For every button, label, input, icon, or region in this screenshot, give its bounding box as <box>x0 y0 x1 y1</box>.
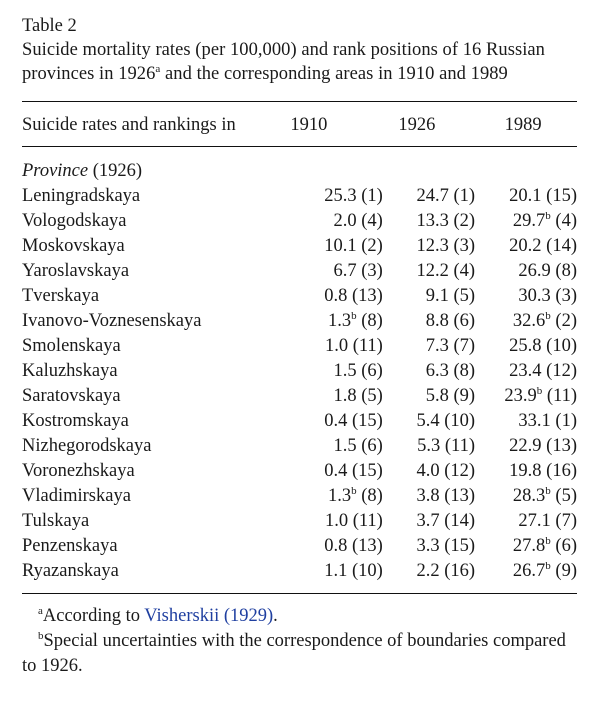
province-name-text: Tverskaya <box>22 286 100 306</box>
top-rule <box>22 101 577 102</box>
rate-1910 <box>275 434 383 459</box>
province-name-text: Voronezhskaya <box>22 461 135 481</box>
rate-1926 <box>383 334 475 359</box>
rate-1910-text: (6) <box>356 436 383 456</box>
rate-1926-text: 12.2 (4) <box>416 261 476 281</box>
rate-1910-text: 25.3 <box>324 186 357 206</box>
rate-1989 <box>475 259 577 284</box>
rate-1926 <box>383 484 475 509</box>
rate-1926 <box>383 184 475 209</box>
bottom-rule <box>22 593 577 594</box>
table-row <box>22 384 577 409</box>
province-year: (1926) <box>88 161 143 181</box>
rate-1926-text: 9.1 (5) <box>425 286 476 306</box>
rate-1910 <box>275 559 383 584</box>
rate-1926-text: 8.8 (6) <box>425 311 476 331</box>
footnote-marker-b: b <box>351 485 357 497</box>
rate-1910-text: (13) <box>347 536 383 556</box>
rate-1910 <box>275 409 383 434</box>
footnote-a-end: . <box>273 606 278 626</box>
rate-1910 <box>275 309 383 334</box>
rate-1910-text: (15) <box>347 461 383 481</box>
rate-1989-text: 19.8 <box>509 461 542 481</box>
column-header-1926: 1926 <box>398 115 436 135</box>
province-name-text: Vladimirskaya <box>22 486 131 506</box>
rate-1989-text: (14) <box>541 236 577 256</box>
column-header-label: Suicide rates and rankings in <box>22 115 236 135</box>
province-name <box>22 284 275 309</box>
column-header-row <box>22 115 577 135</box>
rate-1989-text: 27.8 <box>512 536 546 556</box>
rate-1989 <box>475 559 577 584</box>
rate-1989-text: (8) <box>550 261 577 281</box>
province-name <box>22 384 275 409</box>
rate-1926-text: 6.3 (8) <box>425 361 476 381</box>
footnote-marker-b: b <box>545 535 551 547</box>
province-name-text: Penzenskaya <box>22 536 118 556</box>
citation-link[interactable]: Visherskii (1929) <box>144 606 274 626</box>
rate-1989-text: 32.6 <box>512 311 546 331</box>
rate-1910-text: 1.0 <box>324 511 349 531</box>
rate-1989-text: (6) <box>550 536 577 556</box>
table-row <box>22 409 577 434</box>
footnote-marker-b: b <box>351 310 357 322</box>
rate-1910-text: 0.8 <box>324 536 348 556</box>
rate-1989-text: (10) <box>541 336 577 356</box>
rate-1989 <box>475 209 577 234</box>
footnote-marker-b: b <box>536 385 543 397</box>
rate-1926 <box>383 534 475 559</box>
table-row <box>22 234 577 259</box>
table-row <box>22 509 577 534</box>
rate-1910-text: 1.5 <box>333 361 357 381</box>
rate-1989 <box>475 184 577 209</box>
rate-1910-text: 0.4 <box>324 411 348 431</box>
rate-1989-text: 20.2 <box>509 236 542 256</box>
table-description-text-end: and the corresponding areas in 1910 and 1989 <box>160 64 508 84</box>
rate-1926 <box>383 409 475 434</box>
rate-1926-text: 5.8 (9) <box>425 386 476 406</box>
table-row <box>22 534 577 559</box>
province-name <box>22 359 275 384</box>
rate-1989 <box>475 234 577 259</box>
rate-1910-text: (8) <box>356 311 383 331</box>
footnote-marker-b: b <box>545 210 551 222</box>
rate-1989-text: (9) <box>550 561 577 581</box>
rate-1910-text: 10.1 <box>324 236 357 256</box>
province-name <box>22 434 275 459</box>
footnote-b-mark: b <box>38 630 44 642</box>
rate-1910-text: (3) <box>356 261 383 281</box>
rate-1910-text: 1.0 <box>324 336 349 356</box>
column-header-1989: 1989 <box>504 115 542 135</box>
footnote-marker-b: b <box>545 485 551 497</box>
rate-1926-text: 24.7 (1) <box>416 186 476 206</box>
rate-1910 <box>275 209 383 234</box>
rate-1989-text: 23.9 <box>504 386 537 406</box>
rate-1910-text: (10) <box>347 561 383 581</box>
rate-1989 <box>475 534 577 559</box>
rate-1989 <box>475 409 577 434</box>
rate-1926 <box>383 309 475 334</box>
rate-1910 <box>275 359 383 384</box>
province-name <box>22 509 275 534</box>
rate-1926-text: 3.7 (14) <box>416 511 476 531</box>
rate-1989-text: (15) <box>541 186 577 206</box>
table-body <box>22 184 577 584</box>
province-name <box>22 534 275 559</box>
rate-1989-text: (11) <box>542 386 577 406</box>
province-name <box>22 184 275 209</box>
rate-1910 <box>275 384 383 409</box>
province-name-text: Kostromskaya <box>22 411 129 431</box>
rate-1910-text: 0.4 <box>324 461 348 481</box>
rate-1989 <box>475 434 577 459</box>
rate-1910-text: (15) <box>347 411 383 431</box>
rate-1910-text: 2.0 <box>333 211 357 231</box>
rate-1926-text: 5.3 (11) <box>417 436 476 456</box>
table-title: Table 2 <box>22 16 77 36</box>
province-name-text: Vologodskaya <box>22 211 127 231</box>
province-name-text: Leningradskaya <box>22 186 141 206</box>
province-name <box>22 209 275 234</box>
rate-1989 <box>475 334 577 359</box>
rate-1989-text: 28.3 <box>512 486 546 506</box>
rate-1926 <box>383 284 475 309</box>
table-row <box>22 434 577 459</box>
province-name-text: Yaroslavskaya <box>22 261 130 281</box>
table-row <box>22 309 577 334</box>
rate-1926-text: 5.4 (10) <box>416 411 476 431</box>
table-row <box>22 184 577 209</box>
rate-1910-text: (2) <box>356 236 383 256</box>
rate-1926-text: 13.3 (2) <box>416 211 476 231</box>
rate-1910 <box>275 259 383 284</box>
rate-1989 <box>475 459 577 484</box>
province-name-text: Ryazanskaya <box>22 561 119 581</box>
province-name-text: Kaluzhskaya <box>22 361 118 381</box>
rate-1989-text: (3) <box>550 286 577 306</box>
rate-1910-text: (11) <box>348 336 383 356</box>
footnote-b-text: Special uncertainties with the correspondence of boundaries compared to 1926. <box>22 631 566 676</box>
province-name <box>22 559 275 584</box>
province-name-text: Ivanovo-Voznesenskaya <box>22 311 202 331</box>
rate-1989-text: (2) <box>550 311 577 331</box>
rate-1910-text: 6.7 <box>333 261 357 281</box>
table-row <box>22 209 577 234</box>
rate-1926 <box>383 459 475 484</box>
province-name <box>22 259 275 284</box>
rate-1989 <box>475 309 577 334</box>
rate-1910-text: 1.5 <box>333 436 357 456</box>
rate-1910 <box>275 509 383 534</box>
province-label: Province <box>22 161 89 181</box>
header-rule <box>22 146 577 147</box>
rate-1989-text: (1) <box>550 411 577 431</box>
province-name-text: Saratovskaya <box>22 386 121 406</box>
rate-1989-text: (12) <box>541 361 577 381</box>
rate-1926-text: 2.2 (16) <box>416 561 476 581</box>
rate-1910 <box>275 534 383 559</box>
rate-1926 <box>383 259 475 284</box>
rate-1989-text: 20.1 <box>509 186 542 206</box>
rate-1989-text: 26.9 <box>518 261 551 281</box>
table-caption <box>22 0 577 86</box>
footnote-a-mark: a <box>38 605 43 617</box>
rate-1910 <box>275 234 383 259</box>
province-name <box>22 334 275 359</box>
province-name-text: Nizhegorodskaya <box>22 436 152 456</box>
rate-1910-text: 1.3 <box>328 486 352 506</box>
rate-1989-text: 27.1 <box>518 511 551 531</box>
rate-1989 <box>475 359 577 384</box>
rate-1910-text: (1) <box>356 186 383 206</box>
rate-1910-text: 0.8 <box>324 286 348 306</box>
rate-1989-text: (4) <box>550 211 577 231</box>
rate-1926 <box>383 359 475 384</box>
rate-1910-text: (6) <box>356 361 383 381</box>
rate-1989-text: (5) <box>550 486 577 506</box>
table-row <box>22 259 577 284</box>
rate-1910 <box>275 284 383 309</box>
footnote-b <box>22 629 577 679</box>
footnote-a <box>22 604 577 629</box>
rate-1910-text: (8) <box>356 486 383 506</box>
rate-1989-text: 33.1 <box>518 411 551 431</box>
rate-1926 <box>383 509 475 534</box>
rate-1910-text: (11) <box>348 511 383 531</box>
rate-1989-text: 25.8 <box>509 336 542 356</box>
rate-1989 <box>475 484 577 509</box>
province-name <box>22 459 275 484</box>
rate-1989-text: 23.4 <box>509 361 542 381</box>
rate-1910-text: 1.3 <box>328 311 352 331</box>
rate-1989 <box>475 284 577 309</box>
rate-1910 <box>275 484 383 509</box>
rate-1910 <box>275 184 383 209</box>
table-row <box>22 359 577 384</box>
table-row <box>22 484 577 509</box>
rate-1926-text: 12.3 (3) <box>416 236 476 256</box>
province-name-text: Smolenskaya <box>22 336 121 356</box>
table-description-text: Suicide mortality rates (per 100,000) and rank positions of 16 Russian provinces in 1926 <box>22 40 545 84</box>
rate-1989-text: (16) <box>541 461 577 481</box>
table-row <box>22 284 577 309</box>
rate-1910-text: 1.1 <box>324 561 348 581</box>
rate-1910 <box>275 459 383 484</box>
rate-1910-text: (5) <box>356 386 383 406</box>
rate-1989 <box>475 384 577 409</box>
table-row <box>22 559 577 584</box>
table-footnotes <box>22 604 577 679</box>
rate-1926 <box>383 384 475 409</box>
province-name-text: Tulskaya <box>22 511 90 531</box>
rate-1926-text: 3.3 (15) <box>416 536 476 556</box>
province-name <box>22 484 275 509</box>
footnote-a-text: According to <box>42 606 145 626</box>
rate-1989-text: (7) <box>550 511 577 531</box>
rate-1910-text: (13) <box>347 286 383 306</box>
province-name <box>22 309 275 334</box>
rate-1989-text: (13) <box>541 436 577 456</box>
rate-1910 <box>275 334 383 359</box>
rate-1926 <box>383 234 475 259</box>
table-row <box>22 459 577 484</box>
rate-1989-text: 29.7 <box>512 211 546 231</box>
footnote-marker-b: b <box>545 310 551 322</box>
footnote-marker-a: a <box>155 63 161 75</box>
rate-1926 <box>383 559 475 584</box>
rate-1989 <box>475 509 577 534</box>
rate-1989-text: 22.9 <box>509 436 542 456</box>
table-description <box>22 38 577 86</box>
rate-1910-text: (4) <box>356 211 383 231</box>
rate-1926-text: 4.0 (12) <box>416 461 476 481</box>
footnote-marker-b: b <box>545 560 551 572</box>
rate-1926-text: 3.8 (13) <box>416 486 476 506</box>
table-row <box>22 334 577 359</box>
rate-1926 <box>383 434 475 459</box>
rate-1926 <box>383 209 475 234</box>
column-header-1910: 1910 <box>290 115 328 135</box>
province-subheader <box>22 159 577 184</box>
province-name <box>22 409 275 434</box>
rate-1989-text: 30.3 <box>518 286 551 306</box>
province-name <box>22 234 275 259</box>
rate-1910-text: 1.8 <box>333 386 357 406</box>
province-name-text: Moskovskaya <box>22 236 125 256</box>
rate-1926-text: 7.3 (7) <box>425 336 476 356</box>
rate-1989-text: 26.7 <box>512 561 546 581</box>
